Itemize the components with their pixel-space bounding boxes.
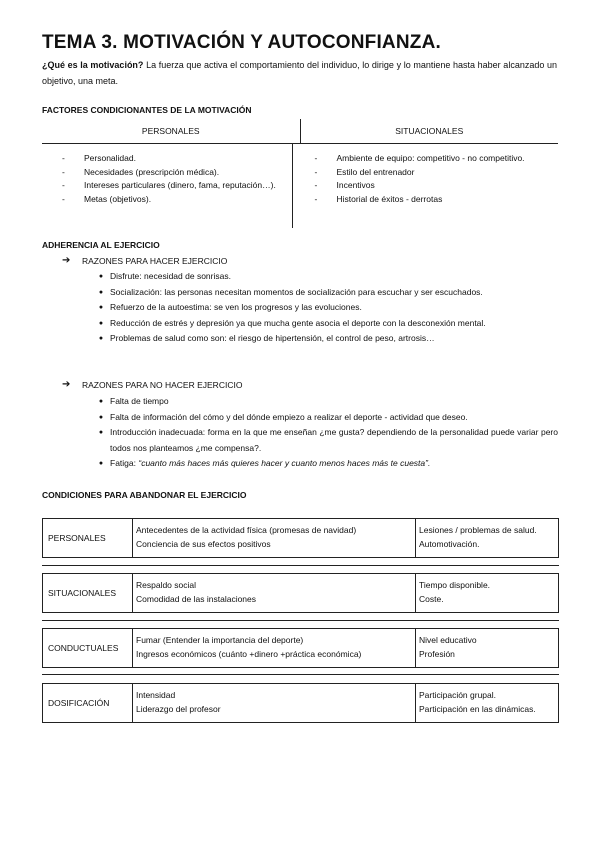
row-label: CONDUCTUALES: [43, 629, 133, 667]
factors-heading: FACTORES CONDICIONANTES DE LA MOTIVACIÓN: [42, 105, 252, 115]
list-item: ● Introducción inadecuada: forma en la que me enseñan ¿me gusta? dependiendo de la personalidad puede variar pero todos nos planteamos ¿me compensa?.: [92, 425, 558, 456]
reasons-do-list: [92, 269, 558, 347]
abandon-row-situational: [42, 573, 559, 613]
list-item: ● Disfrute: necesidad de sonrisas.: [92, 269, 558, 285]
list-item: ● Falta de información del cómo y del dónde empiezo a realizar el deporte - actividad que deseo.: [92, 410, 558, 426]
bullet-icon: ●: [98, 273, 104, 280]
arrow-right-icon: ➔: [62, 255, 71, 266]
row-label: DOSIFICACIÓN: [43, 684, 133, 722]
reasons-do-heading: ➔ RAZONES PARA HACER EJERCICIO: [62, 255, 228, 266]
bullet-icon: ●: [98, 413, 104, 421]
bullet-icon: ●: [98, 304, 104, 311]
row-middle: Antecedentes de la actividad física (promesas de navidad) Conciencia de sus efectos positivos: [133, 519, 416, 557]
intro-question: ¿Qué es la motivación?: [42, 60, 144, 70]
abandon-row-personal: [42, 518, 559, 558]
list-item: - Historial de éxitos - derrotas: [314, 193, 443, 204]
row-right: Participación grupal. Participación en las dinámicas.: [419, 690, 536, 714]
bullet-icon: ●: [98, 335, 104, 342]
intro-paragraph: [42, 57, 557, 89]
factors-situational-list: [293, 144, 559, 228]
list-item: - Necesidades (prescripción médica).: [62, 166, 220, 177]
list-item: - Intereses particulares (dinero, fama, reputación…).: [62, 180, 276, 190]
list-item: ● Refuerzo de la autoestima: se ven los progresos y las evoluciones.: [92, 300, 558, 316]
row-label: PERSONALES: [43, 519, 133, 557]
arrow-right-icon: ➔: [62, 379, 71, 390]
bullet-icon: ●: [98, 319, 104, 327]
factors-table-header: [42, 119, 558, 144]
divider: [42, 620, 559, 621]
reasons-not-heading: ➔ RAZONES PARA NO HACER EJERCICIO: [62, 379, 243, 390]
list-item: - Personalidad.: [62, 153, 136, 163]
page-title: TEMA 3. MOTIVACIÓN Y AUTOCONFIANZA.: [42, 32, 441, 53]
row-middle: Intensidad Liderazgo del profesor: [133, 684, 416, 722]
list-item: ● Falta de tiempo: [92, 394, 558, 410]
factors-col-situational: SITUACIONALES: [395, 126, 464, 136]
list-item: - Ambiente de equipo: competitivo - no competitivo.: [314, 153, 525, 163]
fatigue-quote: “cuanto más haces más quieres hacer y cuanto menos haces más te cuesta”.: [138, 458, 431, 468]
row-middle: Respaldo social Comodidad de las instalaciones: [133, 574, 416, 612]
factors-col-personal: PERSONALES: [42, 119, 301, 143]
factors-table: [42, 119, 558, 228]
divider: [42, 674, 559, 675]
bullet-icon: ●: [98, 429, 104, 436]
factors-personal-list: [42, 144, 293, 228]
list-item: ● Reducción de estrés y depresión ya que mucha gente asocia el deporte con la desconexión mental.: [92, 316, 558, 332]
reasons-not-list: [92, 394, 558, 472]
list-item: ● Socialización: las personas necesitan momentos de socialización para escuchar y ser escuchados.: [92, 285, 558, 301]
list-item: - Incentivos: [314, 180, 375, 190]
list-item: ● Fatiga: “cuanto más haces más quieres hacer y cuanto menos haces más te cuesta”.: [92, 456, 558, 472]
intro-text: La fuerza que activa el comportamiento del individuo, lo dirige y lo mantiene hasta haber alcanzado un objetivo, una meta.: [42, 60, 557, 86]
abandon-heading: CONDICIONES PARA ABANDONAR EL EJERCICIO: [42, 490, 247, 500]
adherence-heading: ADHERENCIA AL EJERCICIO: [42, 240, 160, 250]
row-right: Lesiones / problemas de salud. Automotivación.: [419, 525, 537, 549]
bullet-icon: ●: [98, 460, 104, 467]
divider: [42, 565, 559, 566]
list-item: ● Problemas de salud como son: el riesgo de hipertensión, el control de peso, artrosis…: [92, 331, 558, 347]
bullet-icon: ●: [98, 398, 104, 405]
row-right: Tiempo disponible. Coste.: [419, 580, 491, 604]
row-right: Nivel educativo Profesión: [419, 635, 477, 659]
row-label: SITUACIONALES: [43, 574, 133, 612]
bullet-icon: ●: [98, 288, 104, 296]
row-middle: Fumar (Entender la importancia del deporte) Ingresos económicos (cuánto +dinero +práctica económica): [133, 629, 416, 667]
list-item: - Metas (objetivos).: [62, 193, 152, 204]
list-item: - Estilo del entrenador: [314, 166, 415, 177]
abandon-row-dosage: [42, 683, 559, 723]
abandon-row-behavioral: [42, 628, 559, 668]
